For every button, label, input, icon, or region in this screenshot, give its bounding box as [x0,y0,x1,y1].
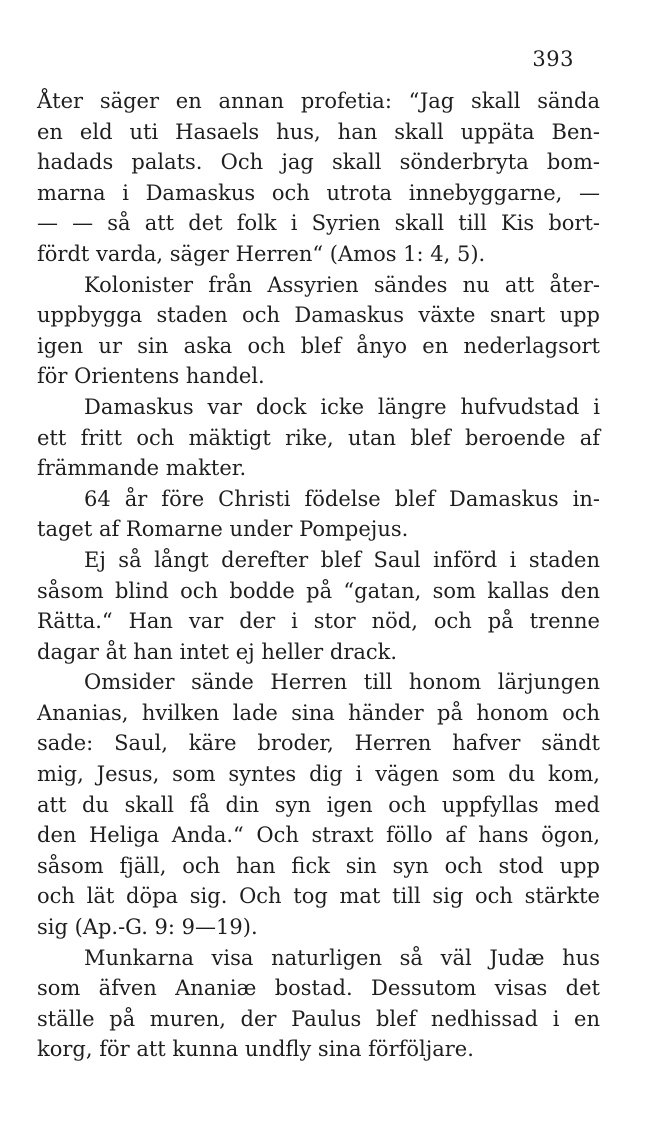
body-text [37,86,600,1065]
text-line: Åter säger en annan profetia: “Jag skall sända [37,89,600,113]
text-line: ett fritt och mäktigt rike, utan blef beroende af [37,425,600,450]
text-line: korg, för att kunna undfly sina förföljare. [37,1037,474,1062]
text-line: en eld uti Hasaels hus, han skall uppäta Ben- [37,119,600,144]
text-line: dagar åt han intet ej heller drack. [37,639,398,664]
text-line: för Orientens handel. [37,364,265,389]
text-line: Munkarna visa naturligen så väl Judæ hus [84,945,600,970]
text-line: mig, Jesus, som syntes dig i vägen som du kom, [37,762,600,787]
text-line: hadads palats. Och jag skall sönderbryta bom- [37,150,600,175]
text-line: att du skall få din syn igen och uppfyllas med [37,792,600,817]
text-line: den Heliga Anda.“ Och straxt föllo af hans ögon, [37,823,600,848]
text-line: ställe på muren, der Paulus blef nedhissad i en [37,1006,600,1031]
text-line: taget af Romarne under Pompejus. [37,517,409,542]
text-line: Ej så långt derefter blef Saul införd i staden [84,547,600,572]
text-line: Omsider sände Herren till honom lärjungen [84,670,600,695]
text-line: och lät döpa sig. Och tog mat till sig och stärkte [37,884,600,909]
page-number: 393 [532,47,574,71]
text-line: såsom blind och bodde på “gatan, som kallas den [37,578,600,603]
text-line: såsom fjäll, och han fick sin syn och stod upp [37,853,600,878]
text-line: sig (Ap.-G. 9: 9—19). [37,915,258,940]
text-line: igen ur sin aska och blef ånyo en nederlagsort [37,333,600,358]
text-line: 64 år före Christi födelse blef Damaskus in- [84,486,600,511]
text-line: främmande makter. [37,456,247,481]
text-line: marna i Damaskus och utrota innebyggarne, — [37,180,600,205]
text-line: Rätta.“ Han var der i stor nöd, och på trenne [37,609,600,634]
text-line: fördt varda, säger Herren“ (Amos 1: 4, 5). [37,241,486,266]
text-line: Ananias, hvilken lade sina händer på honom och [37,700,600,725]
text-line: sade: Saul, käre broder, Herren hafver sändt [37,731,600,756]
text-line: — — så att det folk i Syrien skall till Kis bort- [37,211,600,236]
text-line: Kolonister från Assyrien sändes nu att åter- [84,272,600,297]
text-line: Damaskus var dock icke längre hufvudstad i [84,394,600,419]
text-line: uppbygga staden och Damaskus växte snart upp [37,303,600,328]
text-line: som äfven Ananiæ bostad. Dessutom visas det [37,976,600,1001]
